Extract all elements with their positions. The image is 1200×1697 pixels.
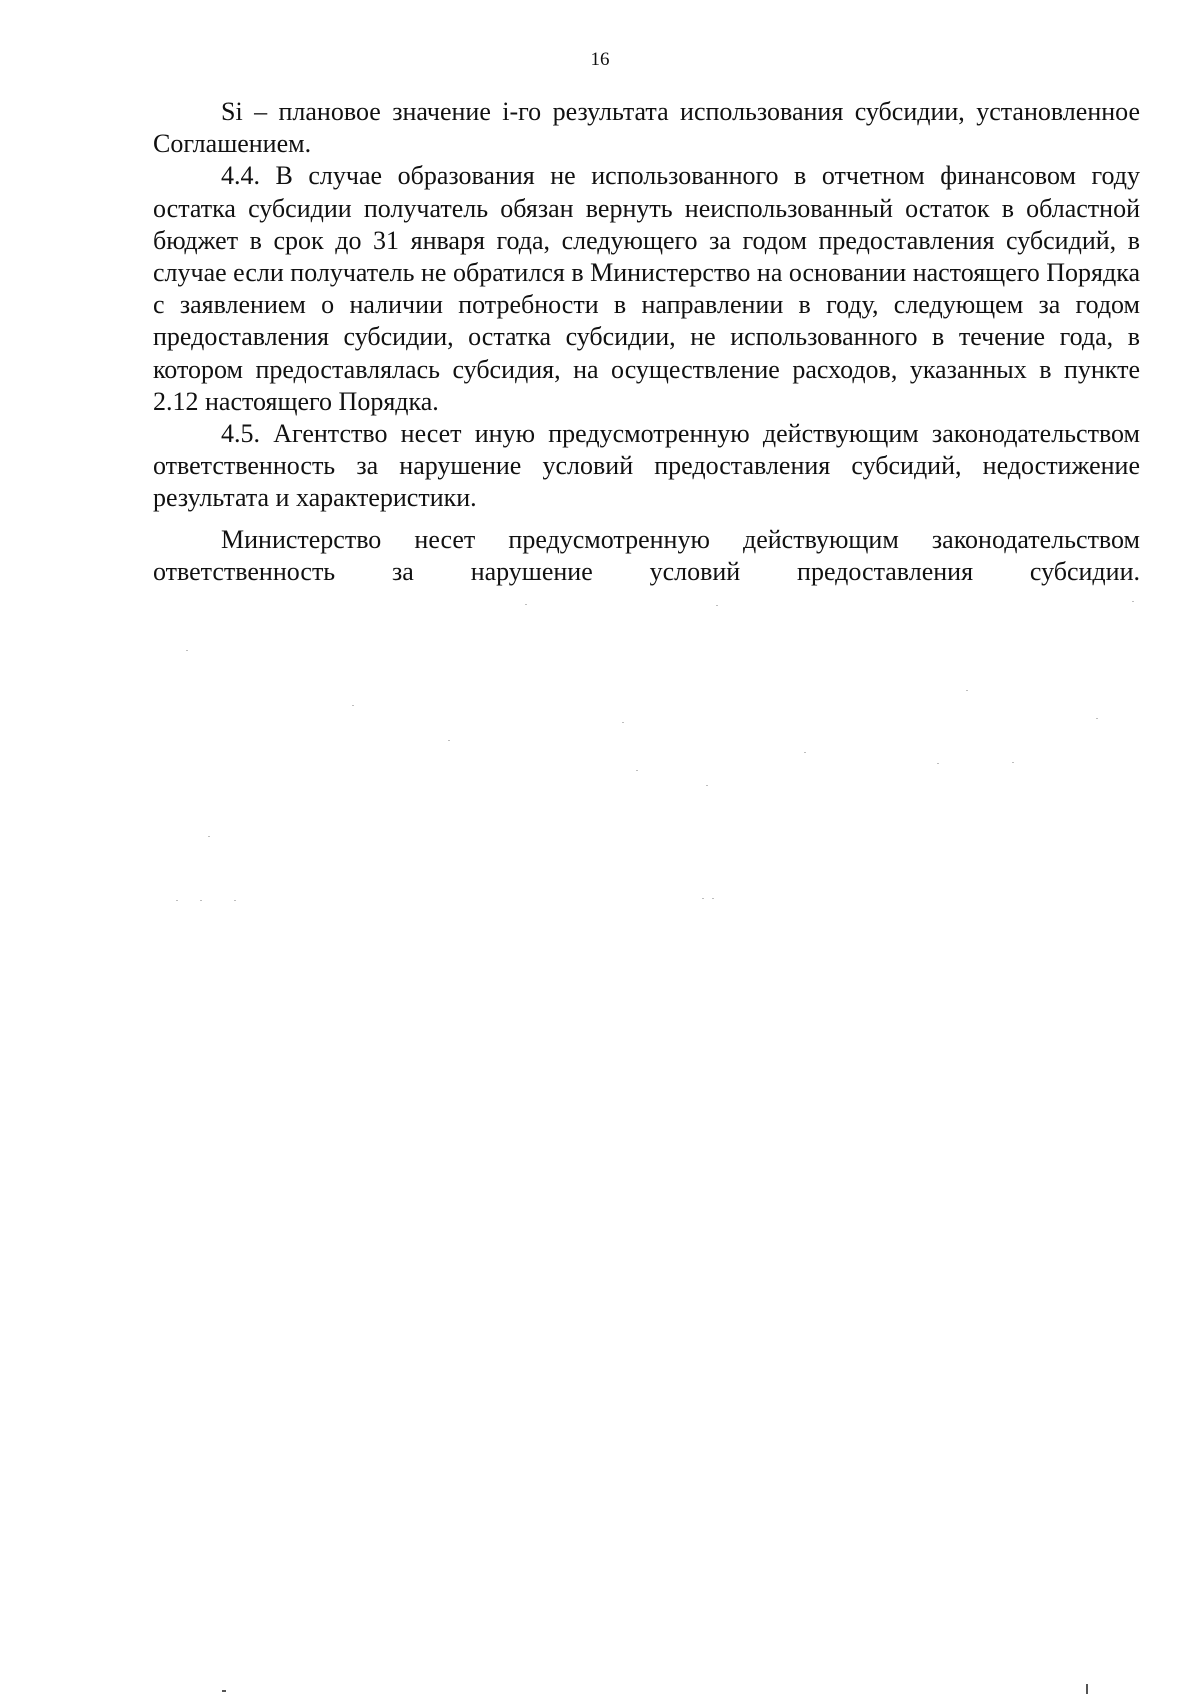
scan-speck — [234, 900, 236, 901]
scan-speck — [176, 900, 178, 901]
scan-speck — [716, 605, 718, 606]
scan-speck — [706, 785, 708, 786]
scan-speck — [525, 604, 527, 605]
scan-speck — [622, 722, 624, 723]
paragraph-4-5: 4.5. Агентство несет иную предусмотренную действующим законодательством ответственность за нарушение условий предоставления субсидий, недостижение результата и характеристики. — [153, 419, 1140, 513]
paragraph-si-definition: Si – плановое значение i-го результата использования субсидии, установленное Соглашением. — [153, 97, 1140, 159]
scan-speck — [636, 770, 638, 771]
scan-speck — [1132, 601, 1134, 602]
paragraph-4-4: 4.4. В случае образования не использованного в отчетном финансовом году остатка субсидии получатель обязан вернуть неиспользованный остаток в областной бюджет в срок до 31 января года, следующего за годом предоставления субсидий, в случае если получатель не обратился в Министерство на основании настоящего Порядка с заявлением о наличии потребности в направлении в году, следующем за годом предоставления субсидии, остатка субсидии, не использованного в течение года, в котором предоставлялась субсидия, на осуществление расходов, указанных в пункте 2.12 настоящего Порядка. — [153, 161, 1140, 416]
scan-speck — [712, 898, 714, 899]
scan-speck — [937, 763, 939, 764]
document-body — [153, 96, 1140, 588]
scan-speck — [186, 650, 188, 651]
scan-speck — [352, 705, 354, 706]
scan-speck — [1096, 718, 1098, 719]
scan-speck — [966, 690, 968, 691]
page-number: 16 — [590, 49, 610, 70]
scan-edge-mark — [222, 1690, 226, 1692]
scan-speck — [804, 752, 806, 753]
paragraph-ministry-responsibility: Министерство несет предусмотренную действующим законодательством ответственность за нарушение условий предоставления субсидии. — [153, 524, 1140, 586]
scan-speck — [208, 836, 210, 837]
scan-speck — [448, 740, 450, 741]
scan-speck — [200, 900, 202, 901]
scan-edge-mark — [1086, 1684, 1088, 1694]
scan-speck — [702, 898, 704, 899]
scan-speck — [1012, 762, 1014, 763]
